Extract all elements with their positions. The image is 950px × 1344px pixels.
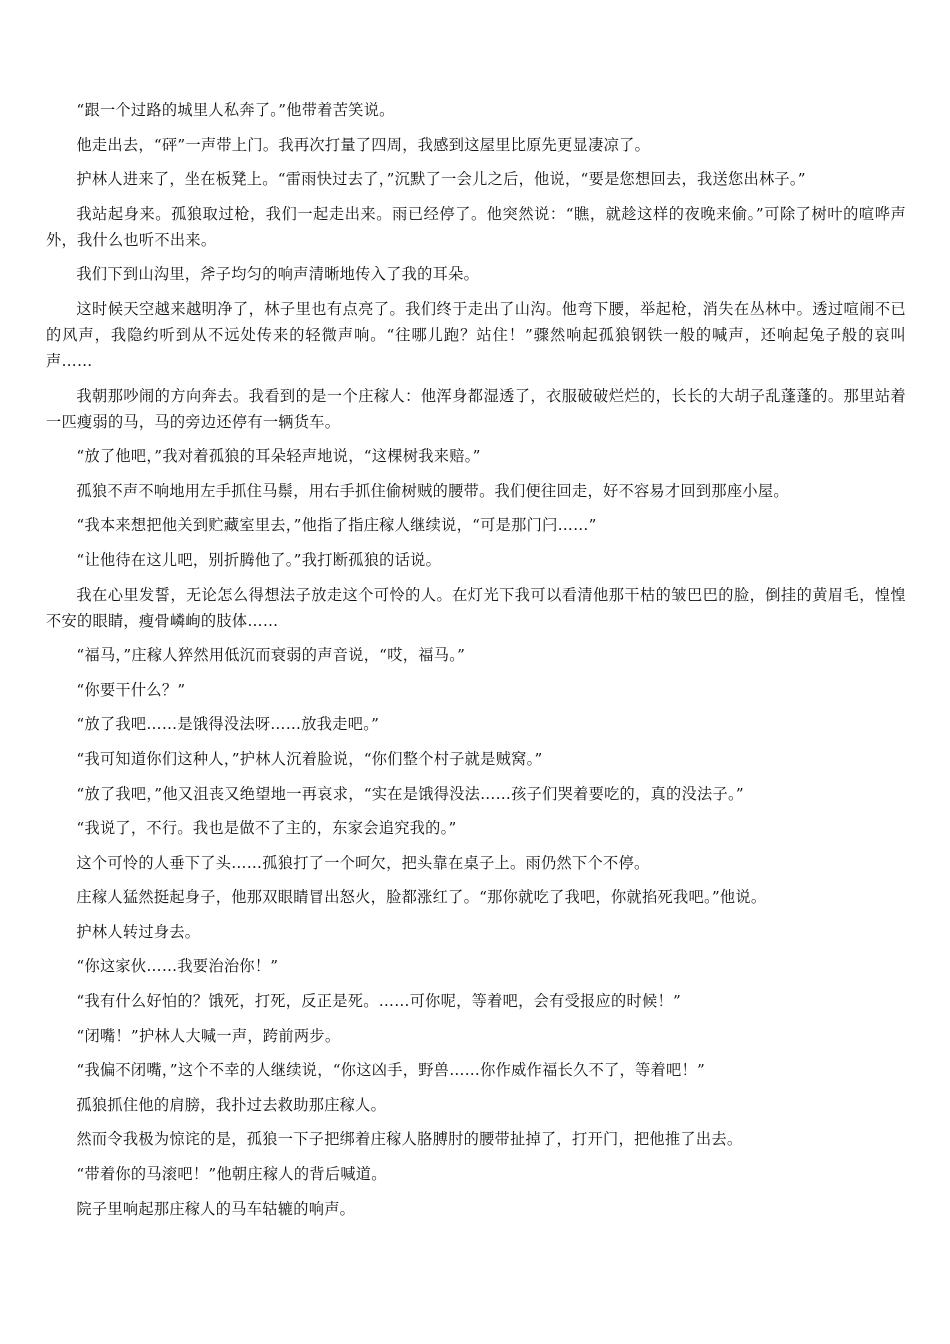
paragraph: “带着你的马滚吧！”他朝庄稼人的背后喊道。: [76, 1165, 387, 1184]
paragraph: “闭嘴！”护林人大喊一声，跨前两步。: [76, 1026, 341, 1045]
paragraph: 院子里响起那庄稼人的马车轱辘的响声。: [76, 1199, 356, 1218]
paragraph: 我在心里发誓，无论怎么得想法子放走这个可怜的人。在灯光下我可以看清他那干枯的皱巴巴的脸，倒挂的黄眉毛，惶惶不安的眼睛，瘦骨嶙峋的肢体……: [46, 585, 906, 630]
paragraph: “你要干什么？”: [76, 680, 186, 699]
paragraph: “福马，”庄稼人猝然用低沉而衰弱的声音说，“哎，福马。”: [76, 646, 466, 665]
paragraph: 我们下到山沟里，斧子均匀的响声清晰地传入了我的耳朵。: [76, 265, 480, 284]
paragraph: “放了我吧，”他又沮丧又绝望地一再哀求，“实在是饿得没法……孩子们哭着要吃的，真的没法子。”: [76, 784, 744, 803]
paragraph: “我说了，不行。我也是做不了主的，东家会追究我的。”: [76, 819, 457, 838]
paragraph: “我可知道你们这种人，”护林人沉着脸说，“你们整个村子就是贼窝。”: [76, 749, 543, 768]
paragraph: “让他待在这儿吧，别折腾他了。”我打断孤狼的话说。: [76, 550, 442, 569]
paragraph: “放了他吧，”我对着孤狼的耳朵轻声地说，“这棵树我来赔。”: [76, 447, 481, 466]
paragraph: 庄稼人猛然挺起身子，他那双眼睛冒出怒火，脸都涨红了。“那你就吃了我吧，你就掐死我吧。”他说。: [76, 888, 767, 907]
paragraph: 这个可怜的人垂下了头……孤狼打了一个呵欠，把头靠在桌子上。雨仍然下个不停。: [76, 853, 650, 872]
paragraph: “我偏不闭嘴，”这个不幸的人继续说，“你这凶手，野兽……你作威作福长久不了，等着吧！”: [76, 1061, 706, 1080]
paragraph: 然而令我极为惊诧的是，孤狼一下子把绑着庄稼人胳膊肘的腰带扯掉了，打开门，把他推了出去。: [76, 1130, 743, 1149]
paragraph: 孤狼不声不响地用左手抓住马鬃，用右手抓住偷树贼的腰带。我们便往回走，好不容易才回到那座小屋。: [76, 481, 789, 500]
paragraph: “你这家伙……我要治治你！”: [76, 957, 279, 976]
paragraph: “我本来想把他关到贮藏室里去，”他指了指庄稼人继续说，“可是那门闩……”: [76, 516, 597, 535]
paragraph: 护林人转过身去。: [76, 922, 201, 941]
paragraph: 我朝那吵闹的方向奔去。我看到的是一个庄稼人：他浑身都湿透了，衣服破破烂烂的，长长的大胡子乱蓬蓬的。那里站着一匹瘦弱的马，马的旁边还停有一辆货车。: [46, 386, 906, 431]
paragraph: 这时候天空越来越明净了，林子里也有点亮了。我们终于走出了山沟。他弯下腰，举起枪，消失在丛林中。透过喧闹不已的风声，我隐约听到从不远处传来的轻微声响。“往哪儿跑？站住！”骤然响起孤狼钢铁一般的喊声，还响起兔子般的哀叫声……: [46, 299, 906, 370]
paragraph: “我有什么好怕的？饿死，打死，反正是死。……可你呢，等着吧，会有受报应的时候！”: [76, 992, 682, 1011]
paragraph: 我站起身来。孤狼取过枪，我们一起走出来。雨已经停了。他突然说：“瞧，就趁这样的夜晚来偷。”可除了树叶的喧哗声外，我什么也听不出来。: [46, 204, 906, 249]
document-page: [46, 97, 906, 1230]
paragraph: “放了我吧……是饿得没法呀……放我走吧。”: [76, 715, 380, 734]
paragraph: 护林人进来了，坐在板凳上。“雷雨快过去了，”沉默了一会儿之后，他说，“要是您想回去，我送您出林子。”: [76, 170, 806, 189]
paragraph: “跟一个过路的城里人私奔了。”他带着苦笑说。: [76, 101, 395, 119]
paragraph: 孤狼抓住他的肩膀，我扑过去救助那庄稼人。: [76, 1095, 387, 1114]
paragraph: 他走出去，“砰”一声带上门。我再次打量了四周，我感到这屋里比原先更显凄凉了。: [76, 135, 651, 154]
